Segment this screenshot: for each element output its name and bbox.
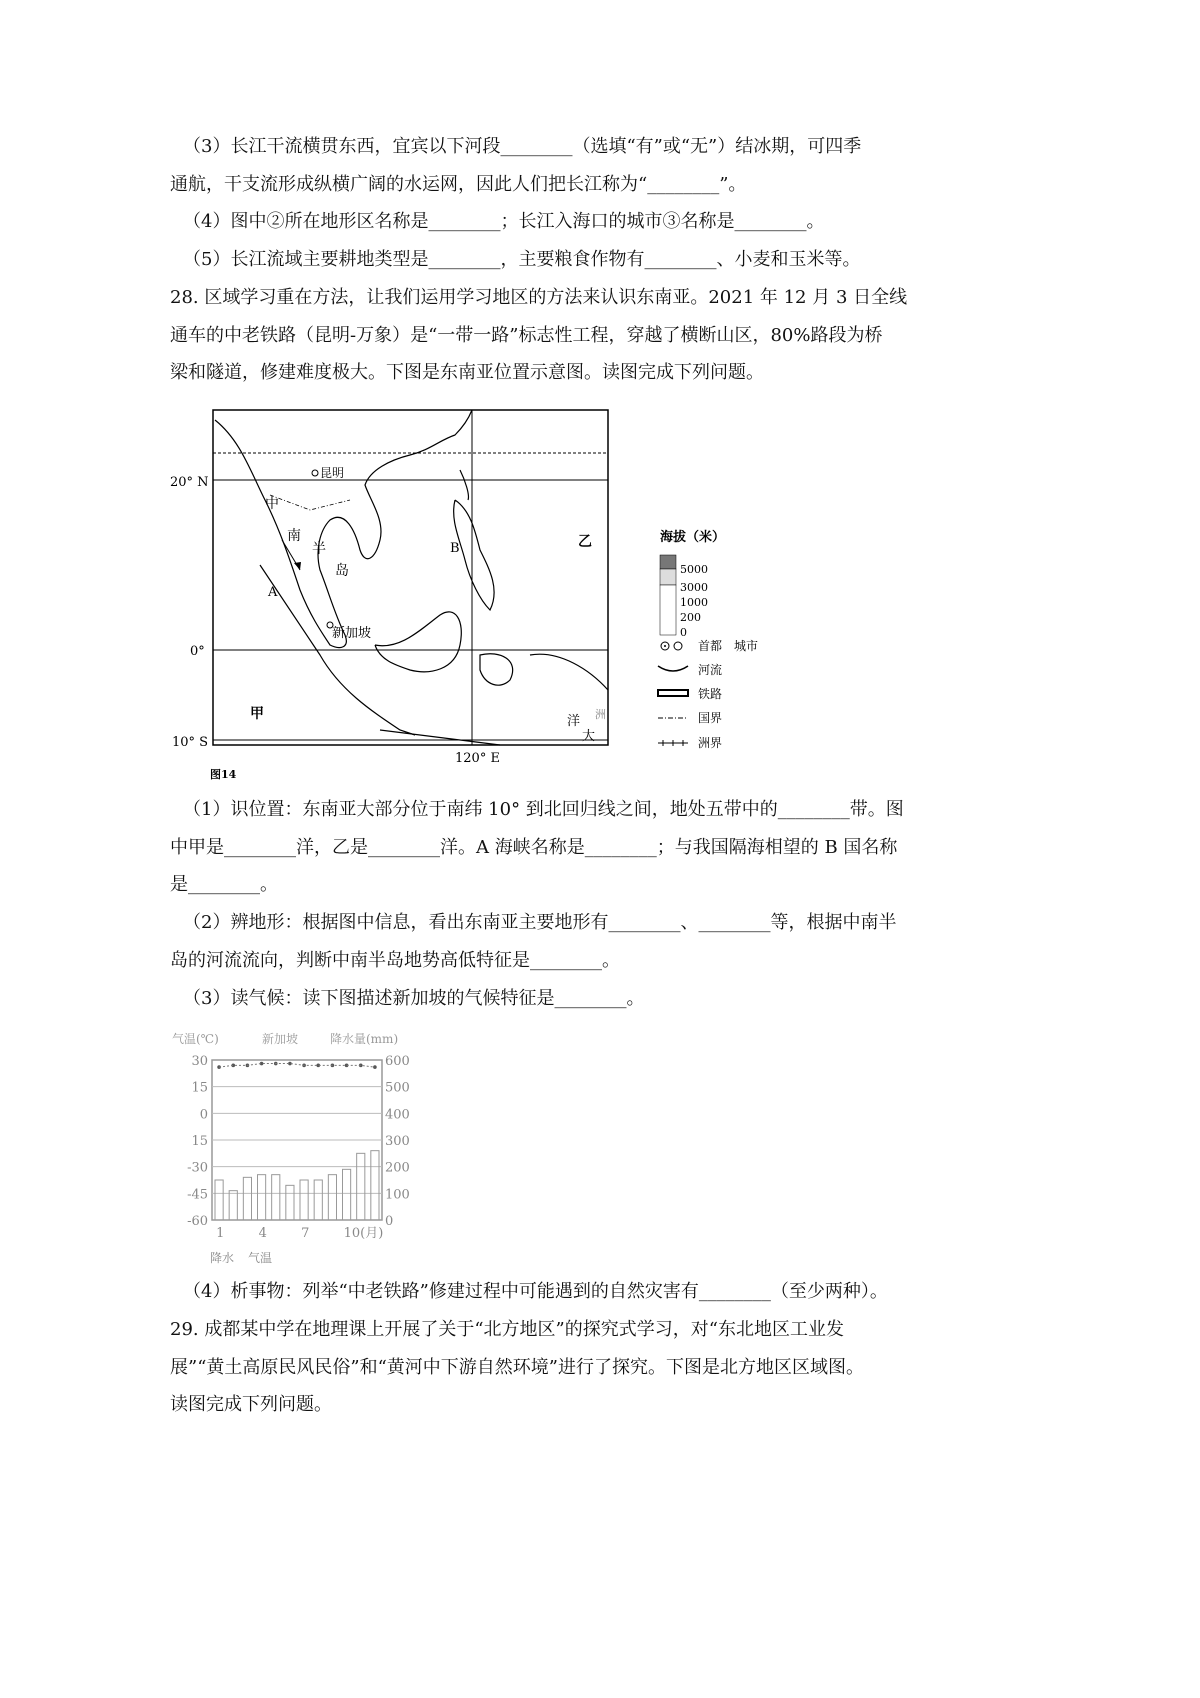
x-tick-label: 4 bbox=[258, 1226, 267, 1241]
q28-2-line1: （2）辨地形：根据图中信息，看出东南亚主要地形有________、________等，根据中南半 bbox=[183, 912, 897, 933]
temp-line bbox=[219, 1064, 375, 1068]
y-tick-label: 15 bbox=[191, 1080, 208, 1096]
map-caption: 图14 bbox=[210, 768, 237, 781]
q28-intro-3: 梁和隧道，修建难度极大。下图是东南亚位置示意图。读图完成下列问题。 bbox=[170, 362, 764, 383]
river-icon bbox=[658, 666, 688, 671]
label-ban: 半 bbox=[312, 541, 326, 557]
precip-bar bbox=[243, 1177, 251, 1220]
legend-river: 河流 bbox=[698, 663, 723, 677]
lat-0: 0° bbox=[190, 644, 205, 659]
lat-20n: 20° N bbox=[170, 475, 209, 490]
singapore-climate-chart bbox=[170, 1025, 440, 1270]
label-kunming: 昆明 bbox=[320, 466, 345, 480]
q29-intro-3: 读图完成下列问题。 bbox=[170, 1394, 332, 1415]
q29-intro-2: 展”“黄土高原民风民俗”和“黄河中下游自然环境”进行了探究。下图是北方地区区域图。 bbox=[170, 1357, 865, 1378]
precip-bar bbox=[328, 1175, 336, 1220]
y2-tick-label: 100 bbox=[385, 1187, 410, 1203]
legend-level: 1000 bbox=[680, 596, 708, 609]
legend-level: 3000 bbox=[680, 581, 708, 594]
label-da: 大 bbox=[582, 729, 596, 744]
legend-level: 5000 bbox=[680, 563, 708, 576]
q27-3-line2: 通航，干支流形成纵横广阔的水运网，因此人们把长江称为“________”。 bbox=[170, 174, 747, 195]
q28-intro-1: 28. 区域学习重在方法，让我们运用学习地区的方法来认识东南亚。2021 年 12 月 3 日全线 bbox=[170, 287, 908, 308]
label-A: A bbox=[268, 585, 278, 600]
legend-level: 200 bbox=[680, 611, 701, 624]
y-tick-label: 15 bbox=[191, 1134, 208, 1149]
label-B: B bbox=[450, 541, 460, 556]
q28-intro-2: 通车的中老铁路（昆明-万象）是“一带一路”标志性工程，穿越了横断山区，80%路段为桥 bbox=[170, 325, 883, 346]
q28-1-line1: （1）识位置：东南亚大部分位于南纬 10° 到北回归线之间，地处五带中的________带。图 bbox=[183, 799, 904, 820]
x-tick-label: 1 bbox=[216, 1226, 225, 1241]
lon-120e: 120° E bbox=[455, 751, 500, 766]
y2-tick-label: 500 bbox=[385, 1080, 410, 1096]
label-yi: 乙 bbox=[578, 534, 592, 550]
city-icon bbox=[674, 642, 682, 650]
y2-tick-label: 200 bbox=[385, 1160, 410, 1176]
label-dao: 岛 bbox=[335, 563, 349, 579]
x-tick-label: 10(月) bbox=[343, 1226, 384, 1241]
y2-tick-label: 300 bbox=[385, 1134, 410, 1149]
y-tick-label: -60 bbox=[187, 1214, 208, 1229]
map-legend bbox=[658, 529, 758, 750]
y2-tick-label: 400 bbox=[385, 1107, 410, 1123]
q27-5: （5）长江流域主要耕地类型是________，主要粮食作物有________、小麦和玉米等。 bbox=[183, 249, 861, 270]
x-tick-label: 7 bbox=[301, 1226, 310, 1241]
q27-3-line1: （3）长江干流横贯东西，宜宾以下河段________（选填“有”或“无”）结冰期，可四季 bbox=[183, 136, 862, 157]
legend-capital-city: 首都 城市 bbox=[698, 639, 759, 653]
precip-bar bbox=[258, 1175, 266, 1220]
precip-bar bbox=[229, 1191, 237, 1220]
legend-continent-border: 洲界 bbox=[698, 736, 723, 750]
y-tick-label: 0 bbox=[199, 1107, 208, 1123]
lat-10s: 10° S bbox=[172, 735, 209, 750]
precip-bar bbox=[215, 1180, 223, 1220]
y-tick-label: 30 bbox=[191, 1054, 208, 1069]
label-jia: 甲 bbox=[250, 706, 264, 722]
y2-tick-label: 0 bbox=[385, 1214, 394, 1229]
chart-ylabel: 气温(℃) bbox=[172, 1032, 219, 1046]
precip-bar bbox=[357, 1153, 365, 1220]
y-tick-label: -45 bbox=[187, 1187, 208, 1203]
q28-1-line2: 中甲是________洋，乙是________洋。A 海峡名称是________；与我国隔海相望的 B 国名称 bbox=[170, 837, 898, 858]
legend-level: 0 bbox=[680, 626, 687, 639]
q28-2-line2: 岛的河流流向，判断中南半岛地势高低特征是________。 bbox=[170, 950, 620, 971]
label-zhou: 洲 bbox=[595, 708, 606, 721]
q28-4: （4）析事物：列举“中老铁路”修建过程中可能遇到的自然灾害有________（至少两种）。 bbox=[183, 1281, 888, 1302]
southeast-asia-map bbox=[170, 400, 810, 790]
precip-bar bbox=[314, 1180, 322, 1220]
chart-title: 新加坡 bbox=[262, 1032, 299, 1046]
legend-border: 国界 bbox=[698, 711, 723, 725]
q27-4: （4）图中②所在地形区名称是________；长江入海口的城市③名称是________。 bbox=[183, 211, 825, 232]
label-yang: 洋 bbox=[567, 714, 581, 729]
precip-bar bbox=[343, 1169, 351, 1220]
label-nan: 南 bbox=[287, 528, 301, 544]
precip-bar bbox=[272, 1175, 280, 1220]
y2-tick-label: 600 bbox=[385, 1054, 410, 1069]
temp-point bbox=[373, 1065, 377, 1069]
y-tick-label: -30 bbox=[187, 1160, 208, 1176]
label-singapore: 新加坡 bbox=[332, 626, 372, 641]
railway-icon bbox=[658, 690, 688, 696]
chart-y2label: 降水量(mm) bbox=[330, 1032, 399, 1046]
precip-bar bbox=[300, 1180, 308, 1220]
precip-bar bbox=[286, 1185, 294, 1220]
legend-railway: 铁路 bbox=[698, 687, 723, 701]
q29-intro-1: 29. 成都某中学在地理课上开展了关于“北方地区”的探究式学习，对“东北地区工业发 bbox=[170, 1319, 844, 1340]
q28-1-line3: 是________。 bbox=[170, 874, 278, 895]
label-zhong: 中 bbox=[265, 496, 279, 512]
legend-title: 海拔（米） bbox=[660, 530, 726, 545]
q28-3: （3）读气候：读下图描述新加坡的气候特征是________。 bbox=[183, 988, 645, 1009]
chart-legend: 降水 气温 bbox=[210, 1251, 273, 1265]
precip-bar bbox=[371, 1151, 379, 1220]
